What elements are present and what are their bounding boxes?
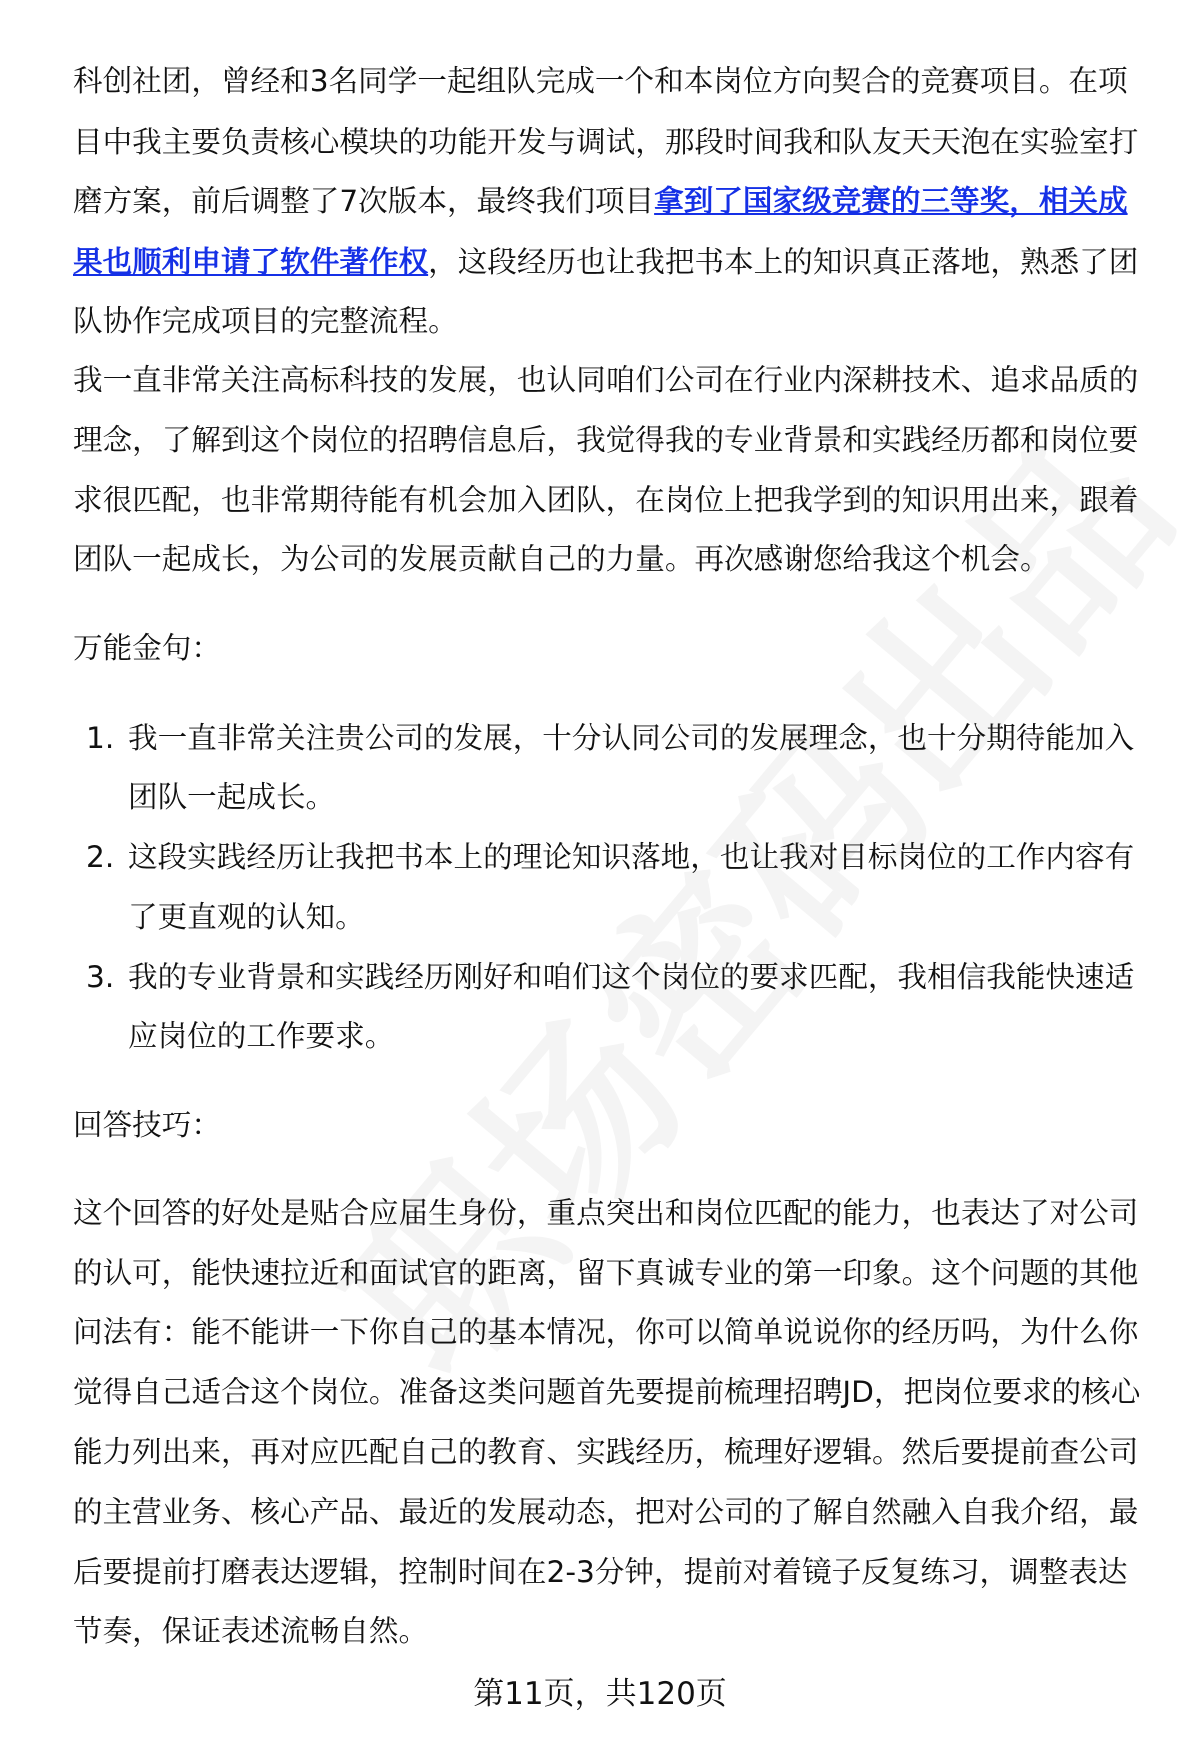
paragraph-line: 队协作完成项目的完整流程。 (73, 304, 458, 338)
list-item-line: 应岗位的工作要求。 (128, 1019, 395, 1053)
highlight-link[interactable]: 拿到了国家级竞赛的三等奖，相关成 (654, 184, 1128, 218)
paragraph-line: 科创社团，曾经和3名同学一起组队完成一个和本岗位方向契合的竞赛项目。在项 (73, 64, 1128, 98)
paragraph-line: 能力列出来，再对应匹配自己的教育、实践经历，梳理好逻辑。然后要提前查公司 (73, 1435, 1139, 1469)
list-item-line: 这段实践经历让我把书本上的理论知识落地，也让我对目标岗位的工作内容有 (128, 840, 1135, 874)
paragraph-line: 后要提前打磨表达逻辑，控制时间在2-3分钟，提前对着镜子反复练习，调整表达 (73, 1555, 1128, 1589)
paragraph-line: 觉得自己适合这个岗位。准备这类问题首先要提前梳理招聘JD，把岗位要求的核心 (73, 1375, 1141, 1409)
list-item-line: 了更直观的认知。 (128, 900, 365, 934)
paragraph-line: 节奏，保证表述流畅自然。 (73, 1614, 429, 1648)
paragraph-line (73, 242, 1138, 282)
list-number: 3. (86, 960, 115, 994)
list-item-line: 团队一起成长。 (128, 780, 336, 814)
text: ，这段经历也让我把书本上的知识真正落地，熟悉了团 (428, 245, 1139, 279)
section-heading: 回答技巧： (73, 1108, 221, 1142)
paragraph-line: 团队一起成长，为公司的发展贡献自己的力量。再次感谢您给我这个机会。 (73, 542, 1050, 576)
paragraph-line: 理念，了解到这个岗位的招聘信息后，我觉得我的专业背景和实践经历都和岗位要 (73, 423, 1139, 457)
page-number: 第11页，共120页 (473, 1676, 727, 1712)
highlight-link[interactable]: 果也顺利申请了软件著作权 (73, 245, 429, 279)
paragraph-line: 这个回答的好处是贴合应届生身份，重点突出和岗位匹配的能力，也表达了对公司 (73, 1196, 1139, 1230)
paragraph-line: 求很匹配，也非常期待能有机会加入团队，在岗位上把我学到的知识用出来，跟着 (73, 483, 1139, 517)
paragraph-line: 目中我主要负责核心模块的功能开发与调试，那段时间我和队友天天泡在实验室打 (73, 125, 1139, 159)
paragraph-line (73, 181, 1128, 221)
list-item-line: 我的专业背景和实践经历刚好和咱们这个岗位的要求匹配，我相信我能快速适 (128, 960, 1135, 994)
paragraph-line: 问法有：能不能讲一下你自己的基本情况，你可以简单说说你的经历吗，为什么你 (73, 1315, 1139, 1349)
paragraph-line: 我一直非常关注高标科技的发展，也认同咱们公司在行业内深耕技术、追求品质的 (73, 363, 1139, 397)
section-heading: 万能金句： (73, 631, 221, 665)
list-item-line: 我一直非常关注贵公司的发展，十分认同公司的发展理念，也十分期待能加入 (128, 721, 1135, 755)
list-number: 2. (86, 840, 115, 874)
list-number: 1. (86, 721, 115, 755)
text: 磨方案，前后调整了7次版本，最终我们项目 (73, 184, 655, 218)
paragraph-line: 的认可，能快速拉近和面试官的距离，留下真诚专业的第一印象。这个问题的其他 (73, 1256, 1139, 1290)
paragraph-line: 的主营业务、核心产品、最近的发展动态，把对公司的了解自然融入自我介绍，最 (73, 1495, 1139, 1529)
